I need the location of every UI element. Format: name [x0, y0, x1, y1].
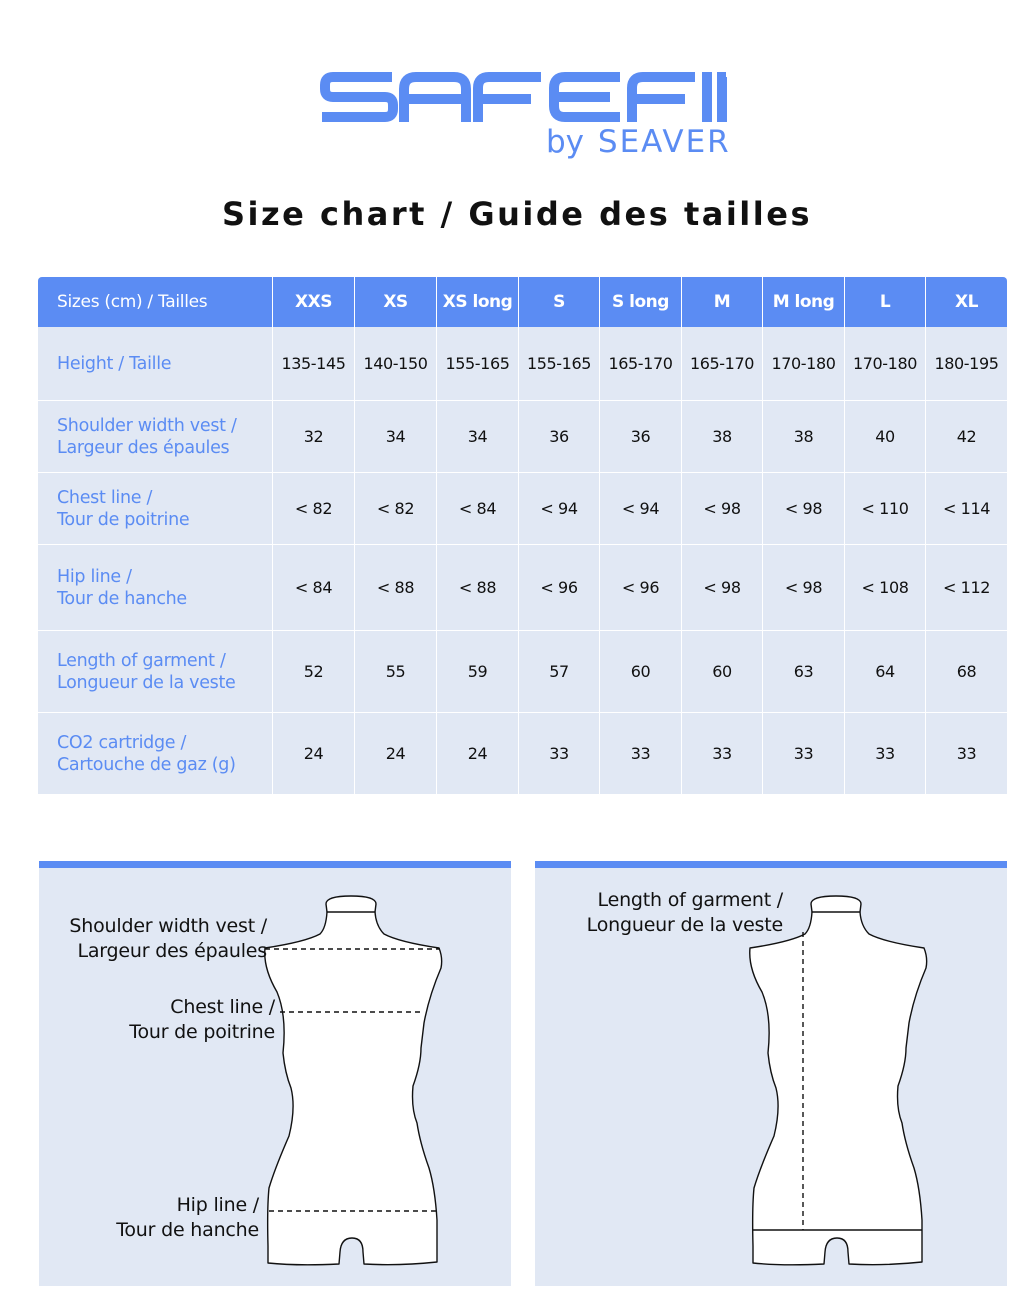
size-header: XS	[355, 277, 437, 327]
row-label-line1: Shoulder width vest /	[57, 415, 237, 436]
byline-by: by	[546, 124, 585, 160]
table-cell: < 82	[355, 472, 437, 544]
table-cell: < 88	[437, 544, 519, 630]
table-cell: < 108	[845, 544, 926, 630]
row-label-line1: Length of garment /	[57, 650, 226, 671]
size-header: M	[682, 277, 763, 327]
table-cell: 64	[845, 630, 926, 712]
table-row	[38, 472, 1007, 544]
row-label	[38, 712, 273, 794]
row-label	[38, 630, 273, 712]
table-cell: < 94	[600, 472, 682, 544]
corner-header: Sizes (cm) / Tailles	[38, 277, 273, 327]
table-cell: < 96	[519, 544, 600, 630]
table-cell: 33	[845, 712, 926, 794]
row-label	[38, 472, 273, 544]
table-cell: < 82	[273, 472, 355, 544]
table-cell: 33	[926, 712, 1007, 794]
table-cell: 52	[273, 630, 355, 712]
row-label	[38, 544, 273, 630]
size-header: L	[845, 277, 926, 327]
size-table	[38, 277, 1007, 794]
size-header: XL	[926, 277, 1007, 327]
length-label-line2: Longueur de la veste	[586, 914, 783, 936]
chest-callout	[129, 995, 275, 1045]
table-cell: < 88	[355, 544, 437, 630]
table-cell: 140-150	[355, 327, 437, 400]
table-cell: 24	[273, 712, 355, 794]
table-cell: 34	[437, 400, 519, 472]
table-cell: 68	[926, 630, 1007, 712]
table-row	[38, 712, 1007, 794]
row-label-line2: Tour de hanche	[57, 588, 187, 609]
table-cell: 33	[600, 712, 682, 794]
row-label-line1: CO2 cartridge /	[57, 732, 187, 753]
table-cell: 42	[926, 400, 1007, 472]
table-row	[38, 630, 1007, 712]
table-cell: 155-165	[519, 327, 600, 400]
logo-text: SAFEFIT	[0, 62, 5, 63]
row-label-line2: Longueur de la veste	[57, 672, 236, 693]
table-cell: 38	[682, 400, 763, 472]
table-row	[38, 400, 1007, 472]
table-cell: 33	[682, 712, 763, 794]
table-cell: 57	[519, 630, 600, 712]
table-cell: < 84	[437, 472, 519, 544]
chest-label-line1: Chest line /	[170, 996, 275, 1018]
row-label	[38, 400, 273, 472]
hip-callout	[116, 1193, 259, 1243]
table-cell: 155-165	[437, 327, 519, 400]
table-cell: 180-195	[934, 354, 999, 373]
size-header: XS long	[437, 277, 519, 327]
table-cell: 165-170	[682, 327, 763, 400]
shoulder-label-line2: Largeur des épaules	[77, 940, 267, 962]
table-cell: 34	[355, 400, 437, 472]
table-cell: < 114	[926, 472, 1007, 544]
logo-wordmark-icon	[0, 62, 1034, 132]
table-cell: 170-180	[763, 327, 845, 400]
size-header: S	[519, 277, 600, 327]
table-cell: < 98	[763, 472, 845, 544]
table-cell: 33	[519, 712, 600, 794]
size-header: XXS	[273, 277, 355, 327]
hip-label-line1: Hip line /	[176, 1194, 259, 1216]
brand-byline	[546, 124, 731, 160]
row-label-line1: Hip line /	[57, 566, 132, 587]
shoulder-callout	[69, 914, 267, 964]
table-cell: < 98	[682, 544, 763, 630]
table-header-row	[38, 277, 1007, 327]
table-cell: 135-145	[273, 327, 355, 400]
table-cell: < 98	[763, 544, 845, 630]
table-cell: 36	[519, 400, 600, 472]
row-label-line1: Chest line /	[57, 487, 153, 508]
table-cell: 38	[763, 400, 845, 472]
length-label-line1: Length of garment /	[597, 889, 783, 911]
table-cell: 60	[682, 630, 763, 712]
table-cell: 55	[355, 630, 437, 712]
table-cell: < 94	[519, 472, 600, 544]
row-label-line1: Height / Taille	[57, 353, 172, 374]
front-diagram-panel	[39, 861, 511, 1286]
table-row	[38, 544, 1007, 630]
table-cell: 32	[273, 400, 355, 472]
back-diagram-panel	[535, 861, 1007, 1286]
row-label	[38, 327, 273, 400]
table-cell: 59	[437, 630, 519, 712]
length-callout	[587, 888, 783, 938]
table-cell: 170-180	[845, 327, 926, 400]
size-header: S long	[600, 277, 682, 327]
table-cell: 24	[355, 712, 437, 794]
table-cell: 33	[763, 712, 845, 794]
table-cell: 24	[437, 712, 519, 794]
table-cell: < 110	[845, 472, 926, 544]
table-cell: < 112	[926, 544, 1007, 630]
table-cell: 165-170	[600, 327, 682, 400]
row-label-line2: Largeur des épaules	[57, 437, 230, 458]
page-title: Size chart / Guide des tailles	[222, 195, 812, 233]
row-label-line2: Tour de poitrine	[57, 509, 190, 530]
table-cell: < 98	[682, 472, 763, 544]
table-cell: < 84	[273, 544, 355, 630]
row-label-line2: Cartouche de gaz (g)	[57, 754, 236, 775]
table-cell: 63	[763, 630, 845, 712]
size-header: M long	[763, 277, 845, 327]
table-cell: < 96	[600, 544, 682, 630]
table-cell: 36	[600, 400, 682, 472]
chest-label-line2: Tour de poitrine	[129, 1021, 275, 1043]
table-row	[38, 327, 1007, 400]
hip-label-line2: Tour de hanche	[116, 1219, 259, 1241]
table-cell: 40	[845, 400, 926, 472]
byline-maker: SEAVER	[597, 124, 731, 160]
table-cell: 60	[600, 630, 682, 712]
shoulder-label-line1: Shoulder width vest /	[69, 915, 267, 937]
